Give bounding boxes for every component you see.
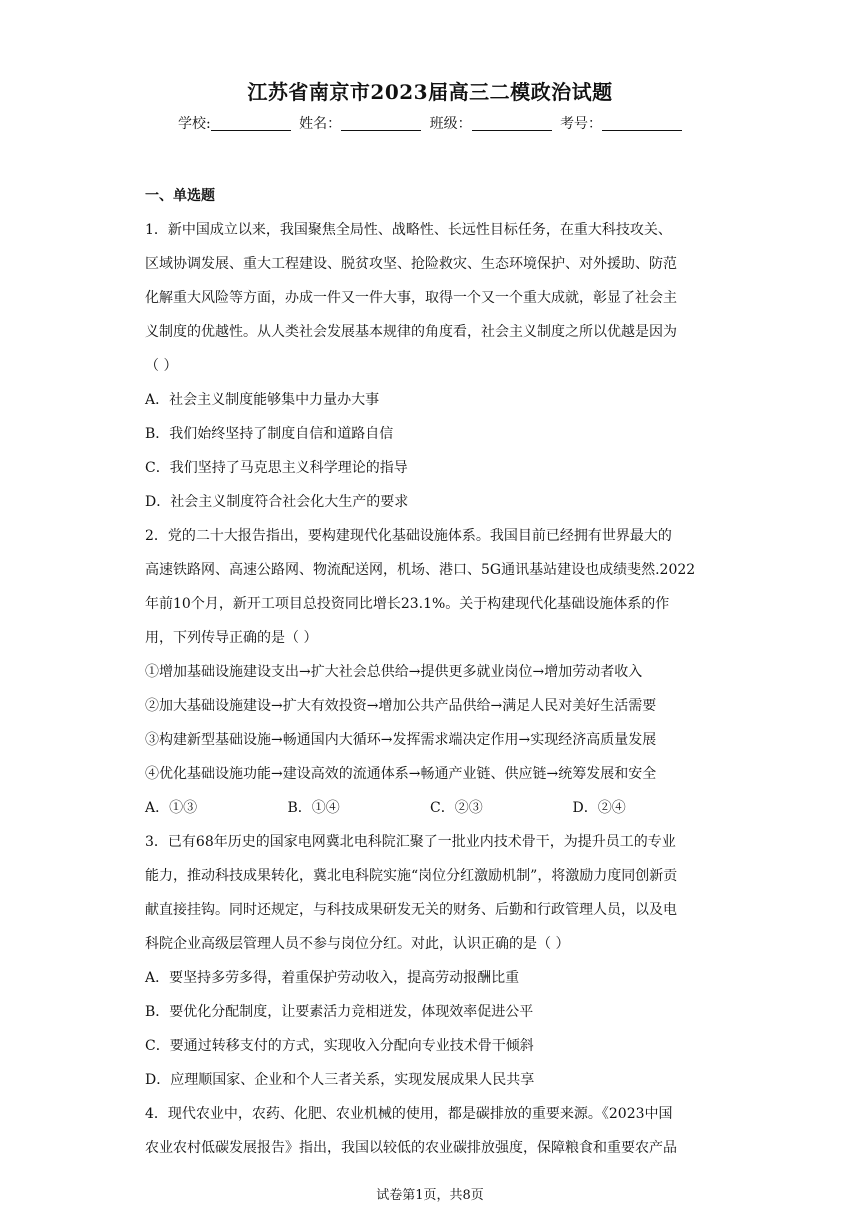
question-line: 用，下列传导正确的是（ ） (145, 630, 318, 646)
option-c: C．我们坚持了马克思主义科学理论的指导 (145, 460, 408, 476)
question-1 (145, 213, 715, 519)
option-b: B．要优化分配制度，让要素活力竞相迸发，体现效率促进公平 (145, 1004, 534, 1020)
statement-item: ②加大基础设施建设→扩大有效投资→增加公共产品供给→满足人民对美好生活需要 (145, 698, 657, 714)
statement-item: ①增加基础设施建设支出→扩大社会总供给→提供更多就业岗位→增加劳动者收入 (145, 664, 643, 680)
question-line: 能力，推动科技成果转化，冀北电科院实施“岗位分红激励机制”，将激励力度同创新贡 (145, 868, 678, 884)
exam-number-label: 考号： (560, 116, 603, 132)
school-label: 学校: (177, 116, 211, 132)
exam-number-blank (602, 116, 682, 131)
page-footer: 试卷第1页，共8页 (376, 1188, 484, 1203)
question-3 (145, 825, 715, 1097)
question-line: 献直接挂钩。同时还规定，与科技成果研发无关的财务、后勤和行政管理人员，以及电 (145, 902, 677, 918)
option-b: B．我们始终坚持了制度自信和道路自信 (145, 426, 394, 442)
option-c: C．②③ (430, 800, 483, 816)
question-line: 年前10个月，新开工项目总投资同比增长23.1%。关于构建现代化基础设施体系的作 (145, 596, 670, 612)
option-a: A．社会主义制度能够集中力量办大事 (145, 392, 380, 408)
option-d: D．社会主义制度符合社会化大生产的要求 (145, 494, 409, 510)
class-label: 班级： (429, 116, 472, 132)
question-line: 2．党的二十大报告指出，要构建现代化基础设施体系。我国目前已经拥有世界最大的 (145, 528, 672, 544)
question-line: 农业农村低碳发展报告》指出，我国以较低的农业碳排放强度，保障粮食和重要农产品 (145, 1140, 677, 1156)
question-line: 3．已有68年历史的国家电网冀北电科院汇聚了一批业内技术骨干，为提升员工的专业 (145, 834, 676, 850)
question-line: 化解重大风险等方面，办成一件又一件大事，取得一个又一个重大成就，彰显了社会主 (145, 290, 677, 306)
school-blank (211, 116, 291, 131)
statement-item: ③构建新型基础设施→畅通国内大循环→发挥需求端决定作用→实现经济高质量发展 (145, 732, 657, 748)
option-d: D．②④ (572, 800, 626, 816)
question-line: 科院企业高级层管理人员不参与岗位分红。对此，认识正确的是（ ） (145, 936, 570, 952)
class-blank (472, 116, 552, 131)
question-line: 高速铁路网、高速公路网、物流配送网，机场、港口、5G通讯基站建设也成绩斐然.2022 (145, 562, 696, 578)
question-4 (145, 1097, 715, 1165)
question-line: 区域协调发展、重大工程建设、脱贫攻坚、抢险救灾、生态环境保护、对外援助、防范 (145, 256, 677, 272)
question-line: 1．新中国成立以来，我国聚焦全局性、战略性、长远性目标任务，在重大科技攻关、 (145, 222, 672, 238)
name-blank (341, 116, 421, 131)
question-line: 义制度的优越性。从人类社会发展基本规律的角度看，社会主义制度之所以优越是因为 (145, 324, 677, 340)
options-row (145, 791, 715, 825)
statement-item: ④优化基础设施功能→建设高效的流通体系→畅通产业链、供应链→统筹发展和安全 (145, 766, 657, 782)
name-label: 姓名： (299, 116, 342, 132)
exam-content (145, 179, 715, 1165)
exam-title: 江苏省南京市2023届高三二模政治试题 (247, 80, 613, 104)
option-d: D．应理顺国家、企业和个人三者关系，实现发展成果人民共享 (145, 1072, 535, 1088)
question-2 (145, 519, 715, 825)
option-a: A．要坚持多劳多得，着重保护劳动收入，提高劳动报酬比重 (145, 970, 520, 986)
option-c: C．要通过转移支付的方式，实现收入分配向专业技术骨干倾斜 (145, 1038, 534, 1054)
question-line: （ ） (145, 358, 178, 374)
question-line: 4．现代农业中，农药、化肥、农业机械的使用，都是碳排放的重要来源。《2023中国 (145, 1106, 673, 1122)
student-info-line (0, 113, 860, 133)
option-a: A．①③ (145, 800, 198, 816)
section-heading: 一、单选题 (145, 188, 215, 204)
option-b: B．①④ (287, 800, 340, 816)
